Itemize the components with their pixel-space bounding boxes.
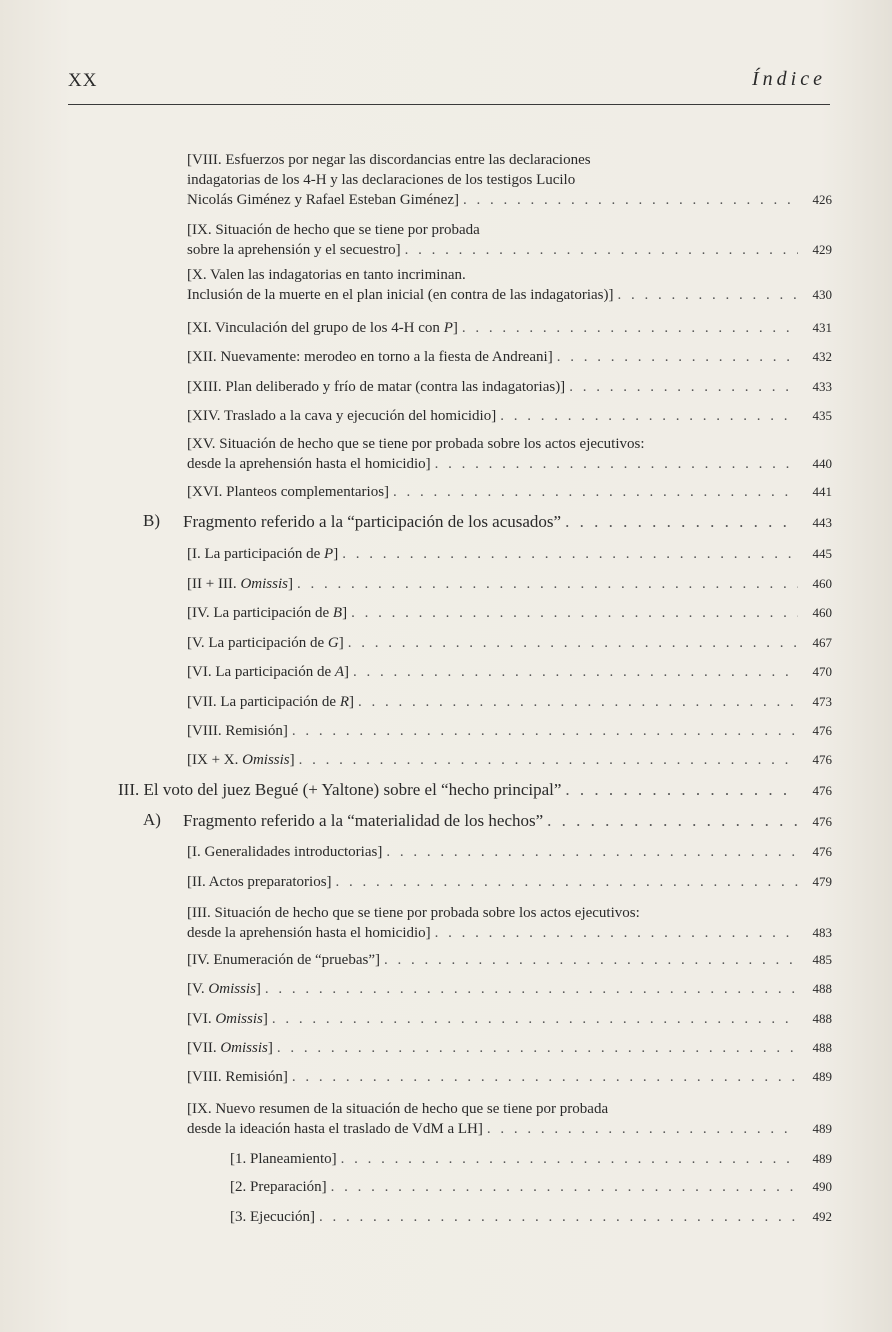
toc-page-number: 489 — [812, 1151, 832, 1166]
toc-entry[interactable] — [187, 265, 832, 305]
toc-entry[interactable] — [187, 603, 832, 623]
toc-page-number: 476 — [812, 814, 832, 829]
toc-entry-title-italic: P — [324, 546, 334, 562]
toc-entry-title: [3. Ejecución] — [230, 1209, 315, 1225]
toc-entry-title: [1. Planeamiento] — [230, 1151, 337, 1167]
toc-entry-title: desde la ideación hasta el traslado de VdM a LH] — [187, 1121, 483, 1137]
toc-page-number: 435 — [812, 408, 832, 423]
toc-entry-title — [187, 318, 458, 338]
toc-entry-title — [187, 544, 338, 564]
toc-entry-title — [187, 1009, 268, 1029]
dot-leader — [386, 842, 798, 862]
toc-entry[interactable] — [187, 150, 832, 210]
toc-entry[interactable] — [230, 1207, 832, 1227]
toc-entry[interactable] — [187, 750, 832, 770]
toc-entry-title-italic: A — [334, 664, 345, 680]
toc-entry-title-part: [VI. La participación de — [187, 664, 335, 680]
toc-page-number: 433 — [812, 379, 832, 394]
toc-entry[interactable] — [187, 347, 832, 367]
toc-page-number: 476 — [812, 844, 832, 859]
toc-page-number: 429 — [812, 242, 832, 257]
toc-entry[interactable] — [187, 662, 832, 682]
toc-entry[interactable] — [187, 692, 832, 712]
dot-leader — [565, 512, 798, 532]
toc-entry-title-part: [VI. — [187, 1011, 216, 1027]
toc-entry-title-part: ] — [344, 664, 350, 680]
toc-entry-title-part: ] — [349, 694, 355, 710]
toc-page-number: 440 — [812, 456, 832, 471]
dot-leader — [463, 190, 798, 210]
toc-entry[interactable] — [187, 406, 832, 426]
toc-entry-title — [187, 692, 354, 712]
dot-leader — [336, 872, 798, 892]
toc-entry-title-part: [IV. La participación de — [187, 605, 333, 621]
toc-entry-title-italic: Omissis — [240, 576, 288, 592]
dot-leader — [348, 633, 798, 653]
toc-page-number: 488 — [812, 1011, 832, 1026]
page-number: XX — [68, 70, 98, 91]
toc-entry-title-part: ] — [342, 605, 348, 621]
dot-leader — [393, 482, 798, 502]
dot-leader — [557, 347, 798, 367]
toc-entry-title — [187, 633, 344, 653]
toc-entry-title-part: [V. — [187, 981, 209, 997]
toc-page-number: 483 — [812, 925, 832, 940]
dot-leader — [292, 1067, 798, 1087]
toc-entry-title-part: [XI. Vinculación del grupo de los 4-H con — [187, 320, 444, 336]
toc-entry[interactable] — [187, 950, 832, 970]
toc-entry-title-italic: P — [443, 320, 453, 336]
toc-entry-title: [XV. Situación de hecho que se tiene por probada sobre los actos ejecutivos: — [187, 436, 645, 452]
toc-entry-title: [XIII. Plan deliberado y frío de matar (contra las indagatorias)] — [187, 379, 566, 395]
toc-entry-title: [IX. Nuevo resumen de la situación de hecho que se tiene por probada — [187, 1101, 609, 1117]
toc-entry-title-part: ] — [289, 752, 295, 768]
toc-entry[interactable] — [187, 1067, 832, 1087]
dot-leader — [341, 1149, 798, 1169]
toc-entry-title: [II. Actos preparatorios] — [187, 874, 332, 890]
toc-entry-title-part: [I. La participación de — [187, 546, 325, 562]
toc-entry-title — [187, 603, 347, 623]
toc-entry[interactable] — [187, 633, 832, 653]
toc-entry-title-part: [VII. La participación de — [187, 694, 340, 710]
toc-page-number: 489 — [812, 1069, 832, 1084]
toc-entry-title-part: ] — [287, 576, 293, 592]
toc-entry-title: desde la aprehensión hasta el homicidio] — [187, 456, 431, 472]
toc-page-number: 460 — [812, 576, 832, 591]
toc-section-marker: B) — [143, 511, 160, 530]
toc-entry[interactable] — [183, 512, 832, 533]
toc-entry[interactable] — [187, 979, 832, 999]
toc-entry-title: [VIII. Remisión] — [187, 1069, 288, 1085]
toc-entry-title: [XIV. Traslado a la cava y ejecución del homicidio] — [187, 408, 497, 424]
toc-entry-title-part: [VII. — [187, 1040, 221, 1056]
dot-leader — [384, 950, 798, 970]
toc-entry-title: indagatorias de los 4-H y las declaraciones de los testigos Lucilo — [187, 172, 576, 188]
toc-entry-title — [187, 1038, 273, 1058]
toc-page-number: 485 — [812, 952, 832, 967]
toc-entry-title — [187, 662, 349, 682]
toc-page-number: 489 — [812, 1121, 832, 1136]
toc-entry-title: [III. Situación de hecho que se tiene por probada sobre los actos ejecutivos: — [187, 905, 640, 921]
toc-page-number: 460 — [812, 605, 832, 620]
toc-page-number: 492 — [812, 1209, 832, 1224]
toc-page-number: 426 — [812, 192, 832, 207]
toc-page-number: 430 — [812, 287, 832, 302]
dot-leader — [351, 603, 798, 623]
toc-entry-title: Inclusión de la muerte en el plan inicial (en contra de las indagatorias)] — [187, 287, 614, 303]
toc-page-number: 490 — [812, 1179, 832, 1194]
toc-entry[interactable] — [118, 780, 832, 801]
toc-entry[interactable] — [187, 872, 832, 892]
toc-entry[interactable] — [187, 721, 832, 741]
dot-leader — [299, 750, 798, 770]
toc-page-number: 441 — [812, 484, 832, 499]
toc-entry-title: [XVI. Planteos complementarios] — [187, 484, 390, 500]
header-rule — [68, 104, 830, 105]
dot-leader — [487, 1119, 798, 1139]
toc-entry[interactable] — [230, 1149, 832, 1169]
dot-leader — [319, 1207, 798, 1227]
toc-entry-title: [2. Preparación] — [230, 1179, 327, 1195]
toc-entry-title: [X. Valen las indagatorias en tanto incriminan. — [187, 267, 466, 283]
toc-entry[interactable] — [187, 482, 832, 502]
toc-entry-title: [IX. Situación de hecho que se tiene por probada — [187, 222, 480, 238]
toc-page-number: 431 — [812, 320, 832, 335]
running-title: Índice — [752, 68, 826, 90]
toc-page-number: 470 — [812, 664, 832, 679]
toc-entry-title — [187, 979, 261, 999]
toc-entry-title: desde la aprehensión hasta el homicidio] — [187, 925, 431, 941]
toc-entry-title-part: ] — [452, 320, 458, 336]
toc-page-number: 476 — [812, 752, 832, 767]
toc-page-number: 445 — [812, 546, 832, 561]
toc-entry[interactable] — [187, 220, 832, 260]
toc-entry-title-part: ] — [267, 1040, 273, 1056]
toc-entry-title: Nicolás Giménez y Rafael Esteban Giménez] — [187, 192, 459, 208]
dot-leader — [331, 1177, 798, 1197]
toc-entry[interactable] — [187, 1009, 832, 1029]
toc-entry-title-part: [V. La participación de — [187, 635, 328, 651]
toc-entry[interactable] — [187, 1099, 832, 1139]
toc-entry-title-italic: Omissis — [220, 1040, 268, 1056]
toc-entry-title-italic: G — [327, 635, 339, 651]
dot-leader — [547, 811, 798, 831]
dot-leader — [292, 721, 798, 741]
toc-page-number: 443 — [812, 515, 832, 530]
toc-section-marker: A) — [143, 810, 161, 829]
dot-leader — [565, 780, 798, 800]
toc-entry[interactable] — [187, 377, 832, 397]
toc-entry-title-part: [IX + X. — [187, 752, 243, 768]
dot-leader — [500, 406, 798, 426]
toc-entry[interactable] — [187, 544, 832, 564]
dot-leader — [342, 544, 798, 564]
toc-entry-title: [I. Generalidades introductorias] — [187, 844, 383, 860]
toc-page-number: 467 — [812, 635, 832, 650]
toc-entry-title-italic: Omissis — [242, 752, 290, 768]
toc-entry-title: [VIII. Esfuerzos por negar las discordancias entre las declaraciones — [187, 152, 591, 168]
toc-entry[interactable] — [187, 574, 832, 594]
dot-leader — [265, 979, 798, 999]
dot-leader — [569, 377, 798, 397]
toc-entry[interactable] — [183, 811, 832, 832]
toc-page-number: 488 — [812, 1040, 832, 1055]
toc-entry-title: Fragmento referido a la “materialidad de los hechos” — [183, 811, 544, 830]
toc-entry-title: III. El voto del juez Begué (+ Yaltone) sobre el “hecho principal” — [118, 780, 562, 799]
toc-entry-title-italic: Omissis — [208, 981, 256, 997]
toc-entry-title: [IV. Enumeración de “pruebas”] — [187, 952, 380, 968]
toc-entry-title-part: ] — [333, 546, 339, 562]
toc-entry-title-italic: Omissis — [215, 1011, 263, 1027]
toc-entry-title: sobre la aprehensión y el secuestro] — [187, 242, 401, 258]
toc-entry-title-part: ] — [262, 1011, 268, 1027]
toc-entry-title: Fragmento referido a la “participación de los acusados” — [183, 512, 562, 531]
dot-leader — [272, 1009, 798, 1029]
toc-page-number: 476 — [812, 783, 832, 798]
toc-entry[interactable] — [187, 903, 832, 943]
toc-entry[interactable] — [187, 842, 832, 862]
toc-entry-title-part: ] — [255, 981, 261, 997]
dot-leader — [277, 1038, 798, 1058]
toc-page-number: 473 — [812, 694, 832, 709]
toc-entry-title-part: [II + III. — [187, 576, 241, 592]
toc-entry-title — [187, 750, 295, 770]
dot-leader — [297, 574, 798, 594]
toc-page-number: 476 — [812, 723, 832, 738]
toc-entry-title-italic: B — [332, 605, 343, 621]
toc-entry-title-part: ] — [338, 635, 344, 651]
toc-entry-title-italic: R — [339, 694, 350, 710]
toc-page-number: 479 — [812, 874, 832, 889]
dot-leader — [358, 692, 798, 712]
toc-page-number: 432 — [812, 349, 832, 364]
dot-leader — [353, 662, 798, 682]
toc-page-number: 488 — [812, 981, 832, 996]
toc-entry-title — [187, 574, 293, 594]
toc-entry-title: [VIII. Remisión] — [187, 723, 288, 739]
toc-entry[interactable] — [187, 1038, 832, 1058]
toc-entry-title: [XII. Nuevamente: merodeo en torno a la fiesta de Andreani] — [187, 349, 553, 365]
dot-leader — [618, 285, 799, 305]
dot-leader — [435, 923, 798, 943]
toc-entry[interactable] — [230, 1177, 832, 1197]
toc-entry[interactable] — [187, 318, 832, 338]
dot-leader — [435, 454, 798, 474]
dot-leader — [462, 318, 798, 338]
dot-leader — [405, 240, 798, 260]
toc-entry[interactable] — [187, 434, 832, 474]
